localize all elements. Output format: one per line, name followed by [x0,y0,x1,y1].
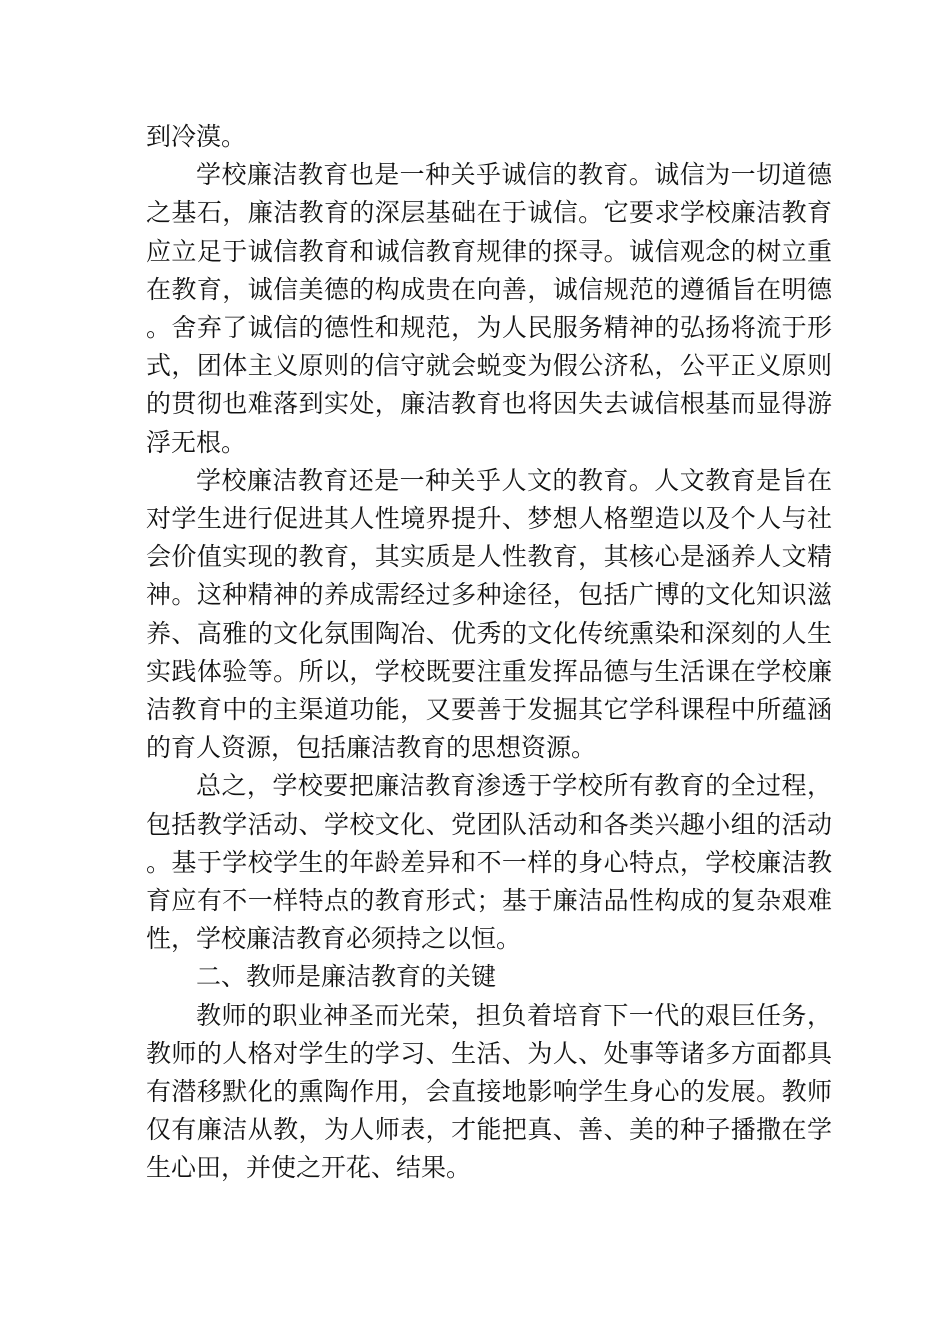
paragraph-summary: 总之，学校要把廉洁教育渗透于学校所有教育的全过程，包括教学活动、学校文化、党团队活动和各类兴趣小组的活动。基于学校学生的年龄差异和不一样的身心特点，学校廉洁教育应有不一样特点的教育形式；基于廉洁品性构成的复杂艰难性，学校廉洁教育必须持之以恒。 [146,771,832,954]
document-body [146,118,832,1188]
paragraph-teachers: 教师的职业神圣而光荣，担负着培育下一代的艰巨任务，教师的人格对学生的学习、生活、为人、处事等诸多方面都具有潜移默化的熏陶作用，会直接地影响学生身心的发展。教师仅有廉洁从教，为人师表，才能把真、善、美的种子播撒在学生心田，并使之开花、结果。 [146,1000,832,1183]
paragraph-humanistic-education: 学校廉洁教育还是一种关乎人文的教育。人文教育是旨在对学生进行促进其人性境界提升、梦想人格塑造以及个人与社会价值实现的教育，其实质是人性教育，其核心是涵养人文精神。这种精神的养成需经过多种途径，包括广博的文化知识滋养、高雅的文化氛围陶冶、优秀的文化传统熏染和深刻的人生实践体验等。所以，学校既要注重发挥品德与生活课在学校廉洁教育中的主渠道功能，又要善于发掘其它学科课程中所蕴涵的育人资源，包括廉洁教育的思想资源。 [146,465,832,763]
paragraph-integrity-education: 学校廉洁教育也是一种关乎诚信的教育。诚信为一切道德之基石，廉洁教育的深层基础在于诚信。它要求学校廉洁教育应立足于诚信教育和诚信教育规律的探寻。诚信观念的树立重在教育，诚信美德的构成贵在向善，诚信规范的遵循旨在明德。舍弃了诚信的德性和规范，为人民服务精神的弘扬将流于形式，团体主义原则的信守就会蜕变为假公济私，公平正义原则的贯彻也难落到实处，廉洁教育也将因失去诚信根基而显得游浮无根。 [146,160,832,457]
paragraph-continuation: 到冷漠。 [146,122,247,151]
section-heading-teachers: 二、教师是廉洁教育的关键 [196,962,497,992]
